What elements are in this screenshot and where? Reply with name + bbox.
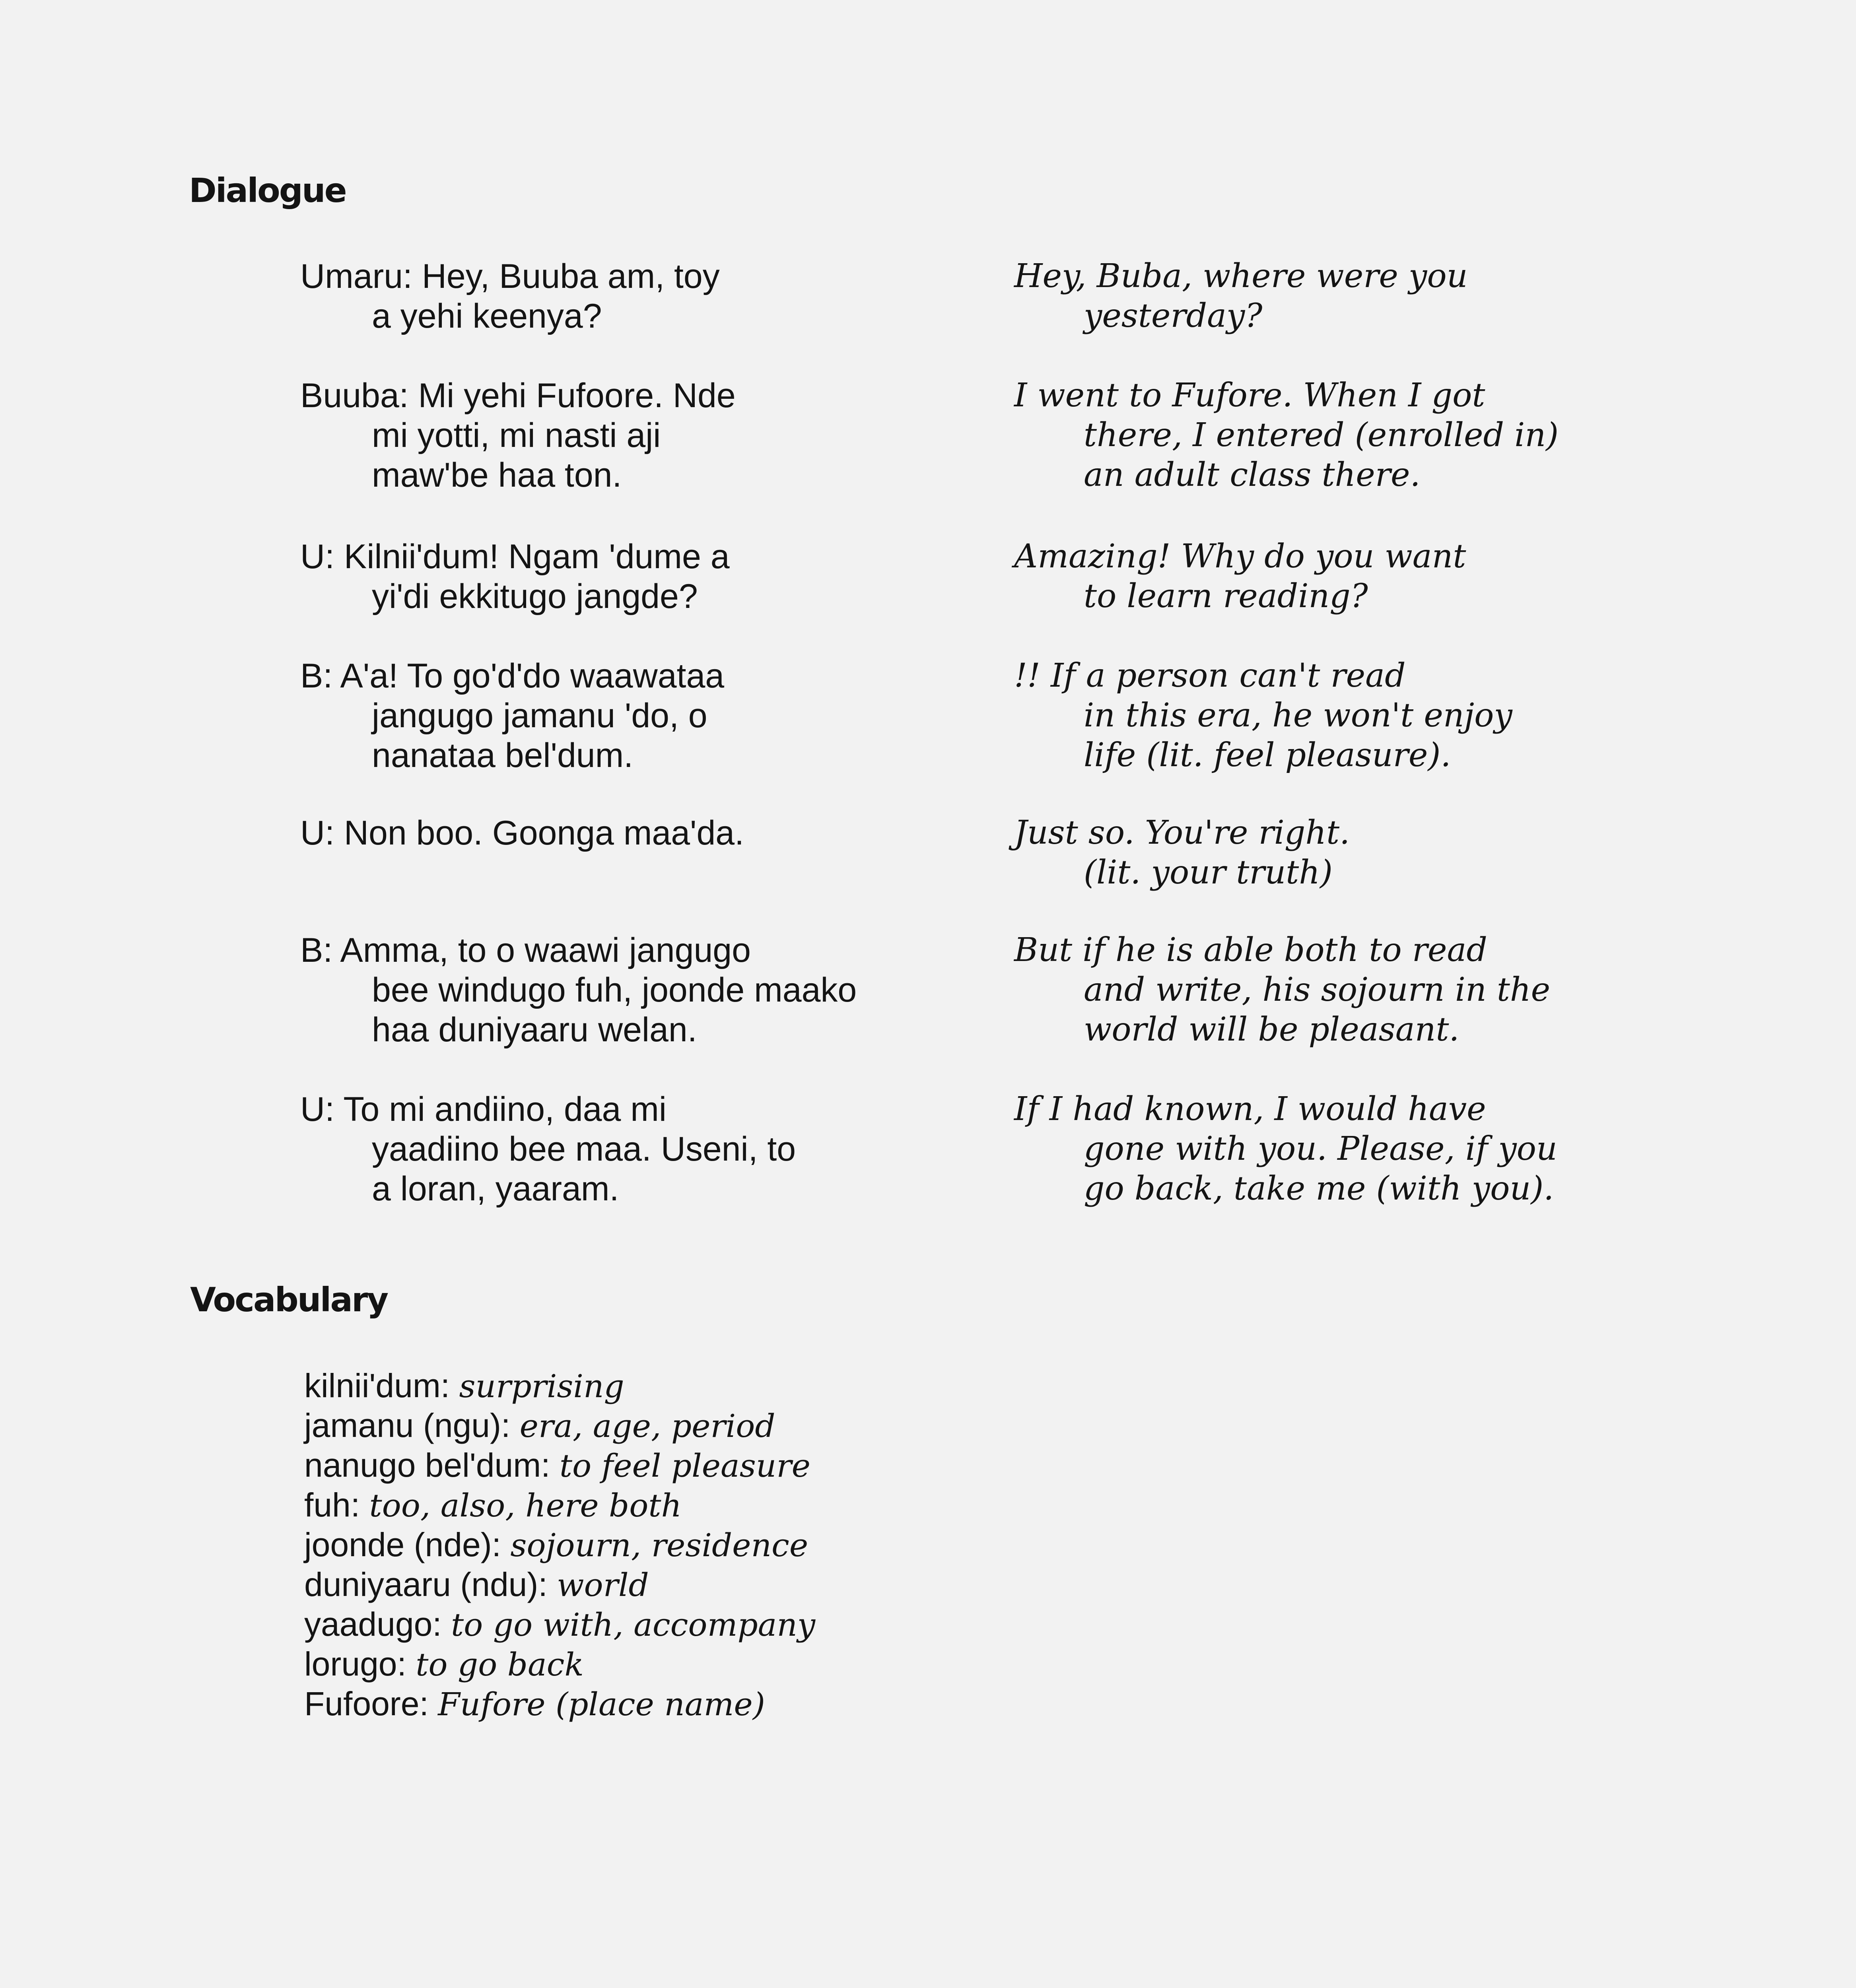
vocab-definition: surprising (459, 1368, 624, 1405)
fula-line: jangugo jamanu 'do, o (372, 697, 707, 735)
english-line: to learn reading? (1084, 577, 1368, 615)
vocab-term: jamanu (ngu): (304, 1407, 511, 1444)
vocab-definition: sojourn, residence (510, 1527, 808, 1564)
vocab-definition: Fufore (place name) (438, 1686, 765, 1723)
fula-line: yi'di ekkitugo jangde? (372, 577, 698, 615)
vocab-entry (304, 1684, 765, 1724)
fula-line: bee windugo fuh, joonde maako (372, 971, 857, 1009)
fula-line: haa duniyaaru welan. (372, 1011, 697, 1049)
vocab-entry (304, 1445, 810, 1486)
fula-line: nanataa bel'dum. (372, 736, 634, 775)
english-line: I went to Fufore. When I got (1014, 377, 1485, 414)
english-line: go back, take me (with you). (1084, 1170, 1554, 1208)
english-line: !! If a person can't read (1014, 657, 1406, 695)
fula-line: a yehi keenya? (372, 297, 602, 335)
vocab-term: lorugo: (304, 1645, 406, 1683)
fula-line: U: Kilnii'dum! Ngam 'dume a (300, 538, 730, 576)
english-line: life (lit. feel pleasure). (1084, 736, 1451, 774)
english-line: an adult class there. (1084, 456, 1421, 494)
vocab-term: duniyaaru (ndu): (304, 1566, 548, 1603)
vocab-entry (304, 1565, 649, 1605)
fula-line: maw'be haa ton. (372, 456, 622, 494)
vocab-term: fuh: (304, 1486, 360, 1524)
vocab-entry (304, 1366, 624, 1406)
fula-line: a loran, yaaram. (372, 1170, 619, 1208)
fula-line: U: Non boo. Goonga maa'da. (300, 814, 744, 852)
fula-line: B: A'a! To go'd'do waawataa (300, 657, 725, 695)
vocab-definition: to go with, accompany (451, 1606, 816, 1643)
fula-line: yaadiino bee maa. Useni, to (372, 1130, 796, 1168)
english-line: Just so. You're right. (1014, 814, 1350, 852)
vocab-definition: world (557, 1567, 649, 1604)
english-line: (lit. your truth) (1084, 854, 1333, 891)
dialogue-heading: Dialogue (189, 171, 346, 210)
english-line: Amazing! Why do you want (1014, 538, 1466, 575)
vocab-term: nanugo bel'dum: (304, 1446, 550, 1484)
english-line: gone with you. Please, if you (1084, 1130, 1557, 1168)
english-line: If I had known, I would have (1014, 1090, 1486, 1128)
vocab-entry (304, 1604, 815, 1645)
vocab-entry (304, 1485, 682, 1526)
vocab-definition: era, age, period (519, 1408, 775, 1444)
vocab-definition: too, also, here both (369, 1487, 682, 1524)
fula-line: Umaru: Hey, Buuba am, toy (300, 257, 720, 295)
vocabulary-heading: Vocabulary (190, 1280, 388, 1319)
vocab-entry (304, 1406, 775, 1446)
english-line: But if he is able both to read (1014, 931, 1487, 969)
vocab-term: kilnii'dum: (304, 1367, 450, 1404)
english-line: there, I entered (enrolled in) (1084, 416, 1559, 454)
fula-line: mi yotti, mi nasti aji (372, 416, 661, 454)
fula-line: Buuba: Mi yehi Fufoore. Nde (300, 377, 736, 415)
english-line: world will be pleasant. (1084, 1011, 1460, 1048)
vocab-definition: to go back (416, 1646, 584, 1683)
vocab-term: yaadugo: (304, 1606, 442, 1643)
vocab-definition: to feel pleasure (559, 1447, 810, 1484)
vocab-entry (304, 1644, 584, 1685)
fula-line: U: To mi andiino, daa mi (300, 1090, 667, 1128)
vocab-entry (304, 1525, 808, 1565)
english-line: Hey, Buba, where were you (1014, 257, 1468, 295)
vocab-term: Fufoore: (304, 1685, 429, 1722)
vocab-term: joonde (nde): (304, 1526, 501, 1563)
fula-line: B: Amma, to o waawi jangugo (300, 931, 751, 969)
english-line: in this era, he won't enjoy (1084, 697, 1512, 734)
english-line: yesterday? (1084, 297, 1263, 335)
english-line: and write, his sojourn in the (1084, 971, 1551, 1009)
